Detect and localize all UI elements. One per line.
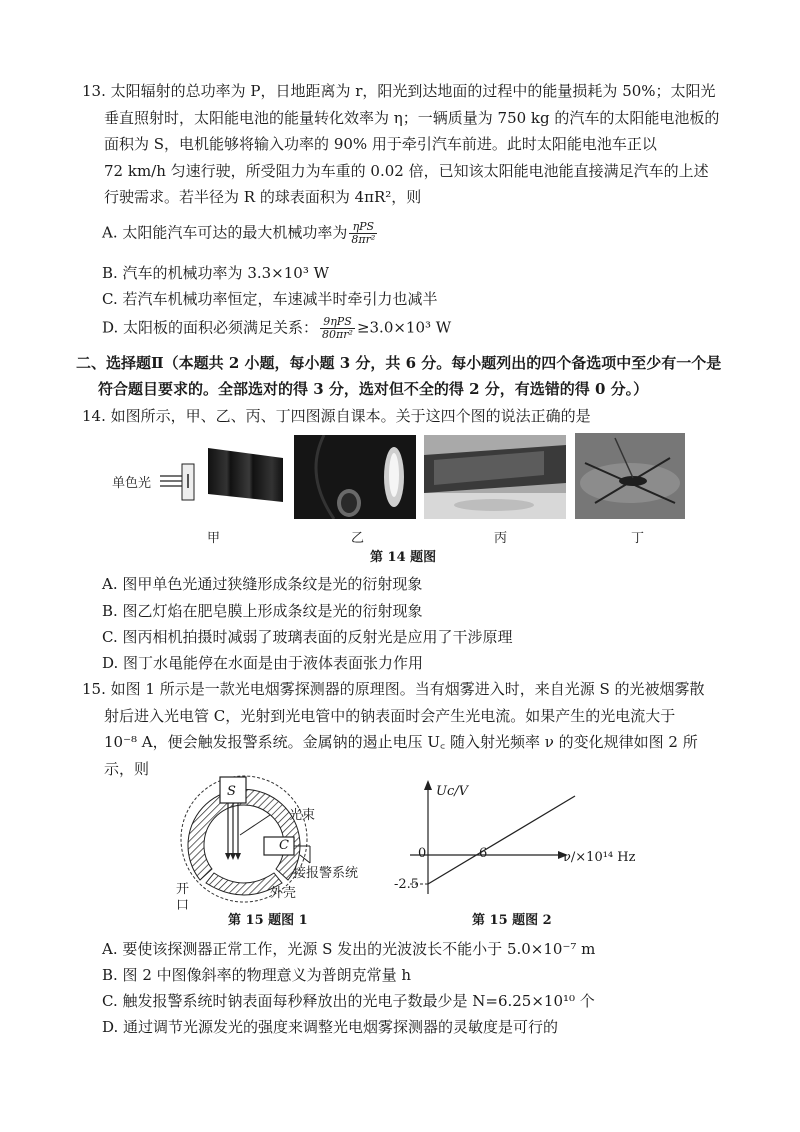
uc-line [428,796,575,884]
graph-y-tick: -2.5 [394,877,420,892]
q14-option-c: C. 图丙相机拍摄时减弱了玻璃表面的反射光是应用了干涉原理 [102,628,513,646]
question-15-stem [82,676,732,782]
fraction-numerator: 9ηPS [320,316,355,329]
q15-line: 射后进入光电管 C，光射到光电管中的钠表面时会产生光电流。如果产生的光电流大于 [104,706,676,725]
fringe-pattern-image [208,446,283,506]
beam-label: 光束 [289,808,316,823]
question-13-stem [82,78,732,211]
q13-option-d [102,316,451,341]
smoke-detector-diagram [170,775,360,910]
figure-label-ding: 丁 [631,531,645,546]
photocell-label: C [279,838,289,853]
q14-option-d: D. 图丁水黾能停在水面是由于液体表面张力作用 [102,654,424,672]
graph-y-label: Uc/V [436,784,469,799]
q13-line: 13. 太阳辐射的总功率为 P，日地距离为 r，阳光到达地面的过程中的能量损耗为 50%；太阳光 [82,82,716,100]
q13-line: 面积为 S，电机能够将输入功率的 90% 用于牵引汽车前进。此时太阳能电池车正以 [104,135,657,153]
graph-x-tick: 6 [479,846,488,861]
graph-origin-label: 0 [418,846,427,861]
q15-line: 15. 如图 1 所示是一款光电烟雾探测器的原理图。当有烟雾进入时，来自光源 S 的光被烟雾散 [82,680,705,698]
section-2-line: 二、选择题Ⅱ（本题共 2 小题，每小题 3 分，共 6 分。每小题列出的四个备选项中至少有一个是 [76,354,722,372]
section-2-heading [76,350,732,402]
q13-option-c: C. 若汽车机械功率恒定，车速减半时牵引力也减半 [102,290,438,308]
figure-15-1-caption: 第 15 题图 1 [228,913,308,928]
q13-option-a [102,221,379,246]
q13-line: 行驶需求。若半径为 R 的球表面积为 4πR²，则 [104,188,422,206]
question-14-stem: 14. 如图所示，甲、乙、丙、丁四图源自课本。关于这四个图的说法正确的是 [82,407,591,425]
q13-option-a-text: A. 太阳能汽车可达的最大机械功率为 [102,223,348,242]
opening-label: 口 [176,898,190,913]
q13-option-d-text: D. 太阳板的面积必须满足关系： [102,318,319,337]
slit-diagram [160,458,210,508]
shell-label: 外壳 [270,886,297,901]
q15-line: 示，则 [104,759,150,778]
q13-option-b: B. 汽车的机械功率为 3.3×10³ W [102,264,330,282]
figure-label-yi: 乙 [351,531,365,546]
q14-option-b: B. 图乙灯焰在肥皂膜上形成条纹是光的衍射现象 [102,602,423,620]
q15-line: 10⁻⁸ A，便会触发报警系统。金属钠的遏止电压 U꜀ 随入射光频率 ν 的变化规律如图 2 所 [104,733,698,751]
figure-label-jia: 甲 [207,531,221,546]
figure-15-2-caption: 第 15 题图 2 [472,913,552,928]
q13-option-d-fraction [320,316,355,341]
monochromatic-light-label: 单色光 [112,476,152,491]
opening-label: 开 [176,882,190,897]
soap-film-flame-image [294,435,416,519]
q13-line: 垂直照射时，太阳能电池的能量转化效率为 η；一辆质量为 750 kg 的汽车的太阳能电池板的 [104,108,720,127]
figure-14-caption: 第 14 题图 [370,550,437,565]
beam-pointer-line [240,815,270,835]
graph-x-label: ν/×10¹⁴ Hz [563,850,636,865]
fraction-numerator: ηPS [349,221,377,234]
stopping-voltage-graph [400,776,620,901]
water-strider-photo [575,433,685,519]
q14-option-a: A. 图甲单色光通过狭缝形成条纹是光的衍射现象 [102,575,423,593]
q15-option-b: B. 图 2 中图像斜率的物理意义为普朗克常量 h [102,966,412,984]
q15-option-a: A. 要使该探测器正常工作，光源 S 发出的光波波长不能小于 5.0×10⁻⁷ m [102,940,596,958]
source-label: S [227,784,236,799]
figure-label-bing: 丙 [494,531,508,546]
fraction-denominator: 80πr² [322,328,353,341]
q13-option-d-tail: ≥3.0×10³ W [356,318,452,337]
car-window-photo [424,435,566,519]
q15-option-d: D. 通过调节光源发光的强度来调整光电烟雾探测器的灵敏度是可行的 [102,1018,559,1036]
fraction-denominator: 8πr² [351,233,376,246]
section-2-line: 符合题目要求的。全部选对的得 3 分，选对但不全的得 2 分，有选错的得 0 分。） [98,380,649,398]
alarm-system-label: 接报警系统 [293,866,359,881]
q15-option-c: C. 触发报警系统时钠表面每秒释放出的光电子数最少是 N=6.25×10¹⁰ 个 [102,992,595,1010]
q13-option-a-fraction [349,221,377,246]
q13-line: 72 km/h 匀速行驶，所受阻力为车重的 0.02 倍，已知该太阳能电池能直接满足汽车的上述 [104,161,709,180]
